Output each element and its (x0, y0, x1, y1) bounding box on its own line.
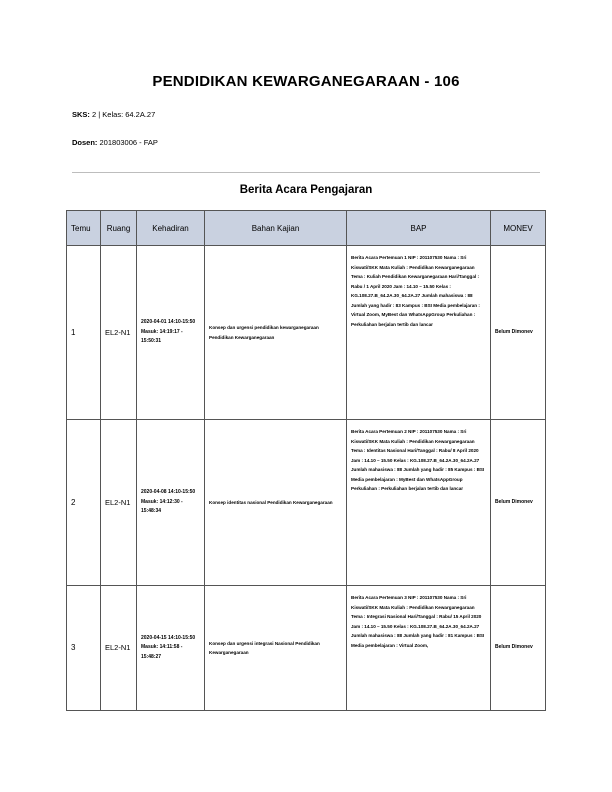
cell-ruang: EL2-N1 (101, 586, 137, 711)
header-monev: MONEV (491, 211, 546, 246)
sks-label: SKS: (72, 110, 90, 119)
cell-temu: 1 (67, 246, 101, 420)
dosen-value: 201803006 - FAP (99, 138, 158, 147)
cell-monev: Belum Dimonev (491, 246, 546, 420)
header-bahan-kajian: Bahan Kajian (205, 211, 347, 246)
cell-bahan-kajian: Konsep dan urgensi integrasi Nasional Pendidikan Kewarganegaraan (205, 586, 347, 711)
dosen-label: Dosen: (72, 138, 98, 147)
bap-text: Berita Acara Pertemuan 2 NIP : 201107530 Nama : Sri Kiswati/SKK Mata Kuliah : Pendidikan Kewarganegaraan Tema : Identitas Nasional Hari/Tanggal : Rabu/ 8 April 2020 Jam : 14.10 – 15.50 Kelas : KG.108.27.B_64.2A.30_64.2A.27 Jumlah mahasiswa : 88 Jumlah yang hadir : 85 Kampus : BSI Media pembelajaran : MyBest dan WhatsAppGroup Perkuliahan : Perkuliahan berjalan tertib dan lancar (351, 429, 485, 491)
cell-ruang: EL2-N1 (101, 420, 137, 586)
sks-kelas-value: 2 | Kelas: 64.2A.27 (92, 110, 156, 119)
bap-table (66, 210, 546, 711)
table-row (67, 420, 546, 586)
table-row (67, 246, 546, 420)
cell-temu: 3 (67, 586, 101, 711)
table-row (67, 586, 546, 711)
bap-text: Berita Acara Pertemuan 1 NIP : 201107530 Nama : Sri Kiswati/SKK Mata Kuliah : Pendidikan Kewarganegaraan Tema : Kuliah Pendidikan Kewarganegaraan Hari/Tanggal : Rabu / 1 April 2020 Jam : 14.10 – 15.50 Kelas : KG.108.27.B_64.2A.30_64.2A.27 Jumlah mahasiswa : 88 Jumlah yang hadir : 83 Kampus : BSI Media pembelajaran : Virtual Zoom, MyBest dan WhatsAppGroup Perkuliahan : Perkuliahan berjalan tertib dan lancar (351, 255, 480, 327)
header-temu: Temu (67, 211, 101, 246)
cell-bap (347, 420, 491, 586)
section-title: Berita Acara Pengajaran (239, 184, 373, 196)
dosen-info (72, 138, 158, 147)
cell-monev: Belum Dimonev (491, 420, 546, 586)
cell-monev: Belum Dimonev (491, 586, 546, 711)
cell-ruang: EL2-N1 (101, 246, 137, 420)
document-title: PENDIDIKAN KEWARGANEGARAAN - 106 (152, 73, 460, 90)
cell-bahan-kajian: Konsep identitas nasional Pendidikan Kewarganegaraan (205, 420, 347, 586)
divider (72, 172, 540, 173)
cell-bap (347, 246, 491, 420)
sks-kelas-info (72, 110, 155, 119)
header-ruang: Ruang (101, 211, 137, 246)
header-kehadiran: Kehadiran (137, 211, 205, 246)
header-bap: BAP (347, 211, 491, 246)
bap-text: Berita Acara Pertemuan 3 NIP : 201107530 Nama : Sri Kiswati/SKK Mata Kuliah : Pendidikan Kewarganegaraan Tema : Integrasi Nasional Hari/Tanggal : Rabu/ 15 April 2020 Jam : 14.10 – 15.50 Kelas : KG.108.27.B_64.2A.30_64.2A.27 Jumlah mahasiswa : 88 Jumlah yang hadir : 81 Kampus : BSI Media pembelajaran : Virtual Zoom, (351, 595, 485, 648)
cell-temu: 2 (67, 420, 101, 586)
cell-kehadiran: 2020-04-08 14:10-15:50 Masuk: 14:12:30 - 15:48:34 (137, 420, 205, 586)
cell-bahan-kajian: Konsep dan urgensi pendidikan kewarganegaraan Pendidikan Kewarganegaraan (205, 246, 347, 420)
table-header-row (67, 211, 546, 246)
cell-bap (347, 586, 491, 711)
cell-kehadiran: 2020-04-01 14:10-15:50 Masuk: 14:19:17 - 15:50:31 (137, 246, 205, 420)
cell-kehadiran: 2020-04-15 14:10-15:50 Masuk: 14:11:58 - 15:48:27 (137, 586, 205, 711)
